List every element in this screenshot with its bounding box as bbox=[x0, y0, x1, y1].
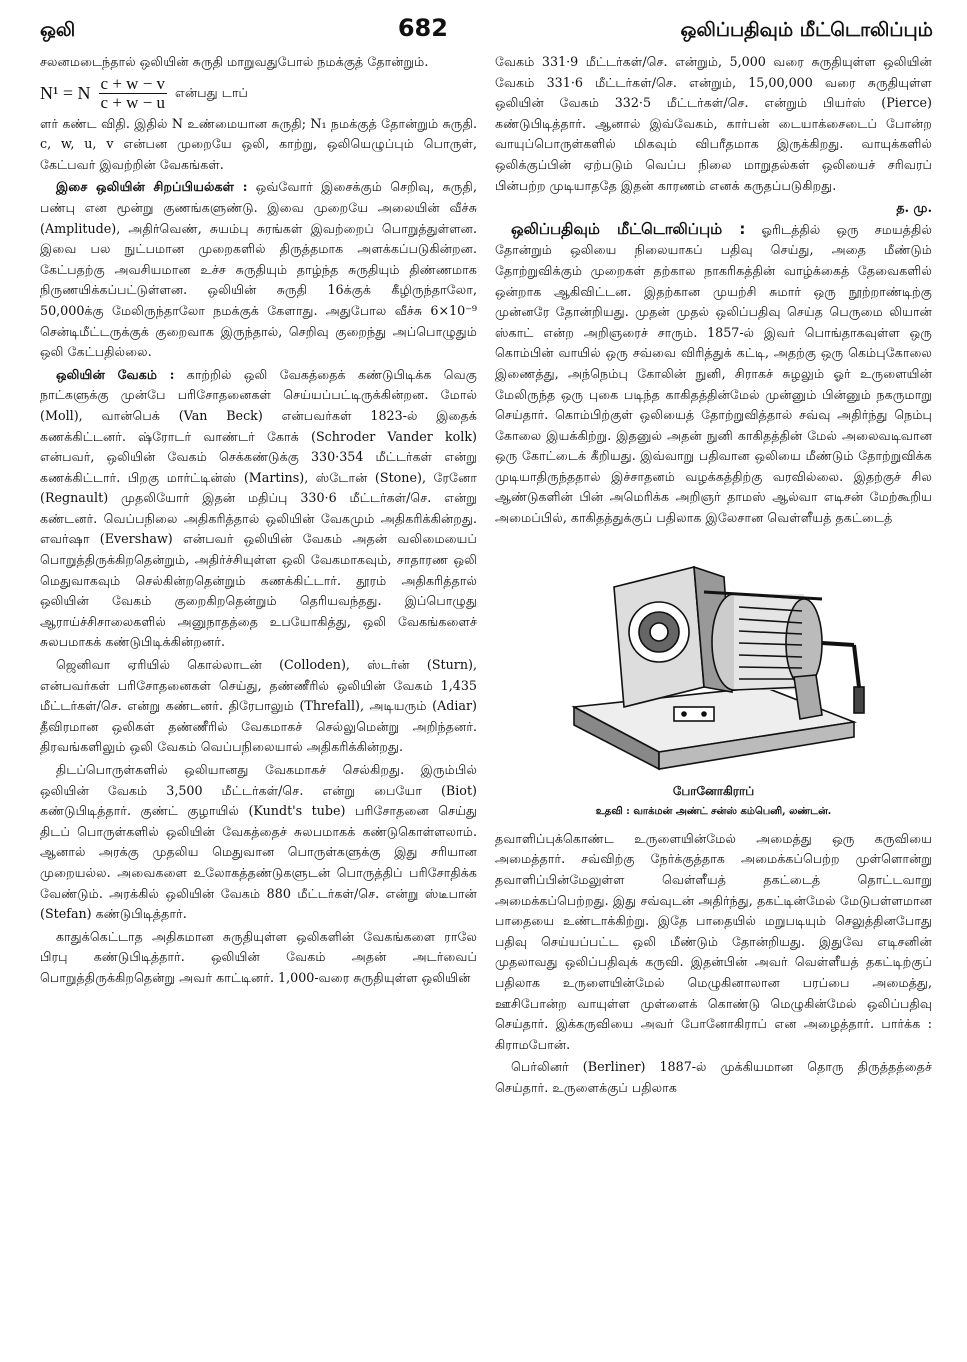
paragraph bbox=[40, 365, 477, 653]
paragraph: சலனமடைந்தால் ஒலியின் சுருதி மாறுவதுபோல் நமக்குத் தோன்றும். bbox=[40, 54, 429, 69]
header-right-title: ஒலிப்பதிவும் மீட்டொலிப்பும் bbox=[680, 19, 933, 41]
paragraph: பெர்லினர் (Berliner) 1887-ல் முக்கியமான தொரு திருத்தத்தைச் செய்தார். உருளைக்குப் பதிலாக bbox=[495, 1059, 932, 1095]
phonograph-figure bbox=[495, 537, 932, 823]
paragraph: ளர் கண்ட விதி. இதில் N உண்மையான சுருதி; N₁ நமக்குத் தோன்றும் சுருதி. c, w, u, v என்பன முறையே ஒலி, காற்று, ஒலியெழுப்பும் பொருள், கேட்பவர் இவற்றின் வேகங்கள். bbox=[40, 115, 477, 172]
paragraph: காதுக்கெட்டாத அதிகமான சுருதியுள்ள ஒலிகளின் வேகங்களை ராலே பிரபு கண்டுபிடித்தார். ஒலியின் வேகம் அதன் அடர்வைப் பொறுத்திருக்கிறதென்று அவர் காட்டினர். 1,000-வரை சுருதியுள்ள ஒலியின் bbox=[40, 928, 477, 985]
page-number: 682 bbox=[397, 14, 448, 42]
paragraph-lead: இசை ஒலியின் சிறப்பியல்கள் : bbox=[56, 179, 248, 195]
figure-credit: உதவி : வாக்மன் அண்ட் சன்ஸ் கம்பெனி, லண்டன். bbox=[595, 806, 832, 818]
phonograph-illustration bbox=[554, 537, 874, 777]
paragraph-lead: ஒலியின் வேகம் : bbox=[56, 366, 175, 382]
paragraph: திடப்பொருள்களில் ஒலியானது வேகமாகச் செல்கிறது. இரும்பில் ஒலியின் வேகம் 3,500 மீட்டர்கள்/செ. என்று பையோ (Biot) கண்டுபிடித்தார். குண்ட் குழாயில் (Kundt's tube) பரிசோதனை செய்து திடப் பொருள்களில் ஒலியின் வேகத்தைச் சுலபமாகக் கண்டுகொள்ளலாம். ஆனால் அரக்கு முதலிய மெதுவான பொருள்களுக்கு இது சரியான முறையல்ல. அவைகளை உலோகத்தண்டுகளுடன் பொருத்திப் பரிசோதிக்க வேண்டும். அரக்கில் ஒலியின் வேகம் 880 மீட்டர்கள்/செ. என்று ஸ்டீபான் (Stefan) கண்டுபிடித்தார். bbox=[40, 762, 477, 922]
paragraph bbox=[40, 177, 477, 362]
formula-lhs: N¹ = N bbox=[40, 82, 91, 103]
formula-denominator: c + w − u bbox=[100, 92, 166, 112]
left-column bbox=[40, 52, 477, 1101]
header-left-title: ஒலி bbox=[40, 19, 76, 41]
paragraph bbox=[495, 219, 932, 529]
formula-after-text: என்பது டாப் bbox=[175, 84, 248, 100]
paragraph-text: காற்றில் ஒலி வேகத்தைக் கண்டுபிடிக்க வெகு நாட்களுக்கு முன்பே பரிசோதனைகள் செய்யப்பட்டிருக்கின்றன. மோல் (Moll), வான்பெக் (Van Beck) என்பவர்கள் 1823-ல் இதைக் கணக்கிட்டனர். ஷ்ரோடர் வாண்டர் கோக் (Schroder Vander kolk) என்பவர், ஒலியின் வேகம் செக்கண்டுக்கு 330·354 மீட்டர்கள் என்று கணக்கிட்டார். பிறகு மார்ட்டின்ஸ் (Martins), ஸ்டோன் (Stone), ரேனோ (Regnault) முதலியோர் இதன் மதிப்பு 330·6 மீட்டர்கள்/செ. என்று கண்டனர். வெப்பநிலை அதிகரித்தால் ஒலியின் வேகமும் அதிகரிக்கின்றது. எவர்ஷா (Evershaw) என்பவர் ஒலியின் வேகம் அதன் வலிமையைப் பொறுத்திருக்கிறதென்றும், அதிர்ச்சியுள்ள ஒலி வேகமாகவும், சாதாரண ஒலி மெதுவாகவும் செல்கின்றதென்றும் கணக்கிட்டார். தூரம் அதிகரித்தால் ஒலியின் வேகம் குறைகிறதென்றும் தெரியவந்தது. இப்பொழுது ஆராய்ச்சிசாலைகளில் அனுநாதத்தை உபயோகித்து, ஒலி வேகங்களைச் சுலபமாகக் கண்டுபிடிக்கின்றனர். bbox=[40, 366, 477, 650]
figure-caption: போனோகிராப் bbox=[672, 783, 755, 798]
paragraph-text: ஓரிடத்தில் ஒரு சமயத்தில் தோன்றும் ஒலியை நிலையாகப் பதிவு செய்து, அதை மீண்டும் தோற்றுவிக்கும் முறைகள் தற்கால நாகரிகத்தின் வாழ்க்கைத் தேவைகளில் ஒன்றாக ஆகிவிட்டன. இதற்கான முயற்சி சுமார் ஒரு நூற்றாண்டிற்கு முன்னரே தோன்றியது. முதன் முதல் ஒலிப்பதிவு செய்த பெருமை லியான் ஸ்காட் என்ற அறிஞரைச் சாரும். 1857-ல் இவர் பொங்தாகவுள்ள ஒரு கொம்பின் வாயில் ஒரு சவ்வை விரித்துக் கட்டி, அதற்கு ஒரு கெம்புகோலை இணைத்து, அந்நெம்பு கோலின் நுனி, சிராகச் சுழலும் ஓர் உருளையின் மேலிருந்த ஒரு புகை படிந்த காகிதத்தின்மேல் முன்னும் பின்னும் நகருமாறு செய்தார். கொம்பிற்குள் ஒலியைத் தோற்றுவித்தால் சவ்வு அதிர்ந்து நெம்பு கோலை இயக்கிற்று. இதனுல் அதன் நுனி காகிதத்தின் மேல் அலைவடிவான ஒரு கோட்டைக் கீறியது. இவ்வாறு பதிவான ஒலியை மீண்டும் தோற்றுவிக்க முடியாதிருந்ததால் இச்சாதனம் வழக்கத்திற்கு வரவில்லை. இதற்குச் சில ஆண்டுகளின் பின் அமெரிக்க அறிஞர் தாமஸ் ஆல்வா எடிசன் மேற்கூறிய அமைப்பில், காகிதத்துக்குப் பதிலாக இலேசான வெள்ளீயத் தகட்டைத் bbox=[495, 221, 932, 526]
paragraph: தவாளிப்புக்கொண்ட உருளையின்மேல் அமைத்து ஒரு கருவியை அமைத்தார். சவ்விற்கு நேர்க்குத்தாக அமைக்கப்பெற்ற முள்ளொன்று தவாளிப்பின்மேலுள்ள வெள்ளீயத் தகட்டைத் தொட்டவாறு அமைக்கப்பெற்றது. இது சவ்வுடன் அதிர்ந்து, தகட்டின்மேல் மேடுபள்ளமான பாதையை உண்டாக்கிற்று. இதே பாதையில் மறுபடியும் செலுத்தினபோது பதிவு செய்யப்பட்ட ஒலி மீண்டும் தோன்றியது. இதுவே எடிசனின் முதலாவது ஒலிப்பதிவுக் கருவி. இதன்பின் அவர் வெள்ளீயத் தகட்டிற்குப் பதிலாக உருளையின்மேல் மெழுகினாலான பரப்பை அமைத்து, ஊசிபோன்ற வாயுள்ள முள்ளைக் கொண்டு மெழுகின்மேல் ஒலிப்பதிவு செய்தார். இக்கருவியை அவர் போனோகிராப் என அழைத்தார். பார்க்க : கிராமபோன். bbox=[495, 830, 932, 1052]
formula-numerator: c + w − v bbox=[100, 73, 166, 93]
right-column bbox=[495, 52, 932, 1101]
paragraph: வேகம் 331·9 மீட்டர்கள்/செ. என்றும், 5,000 வரை சுருதியுள்ள ஒலியின் வேகம் 331·6 மீட்டர்கள்/செ. என்றும், 15,00,000 வரை சுருதியுள்ள ஒலியின் வேகம் 332·5 மீட்டர்கள்/செ. என்றும் பியர்ஸ் (Pierce) கண்டுபிடித்தார். ஆனால் இவ்வேகம், கார்பன் டையாக்சைடைப் போன்ற வாயுப்பொருள்களில் மிகவும் விபரீதமாக இருக்கிறது. வாயுக்களில் ஒலிக்குப்பின் ஏற்படும் வெப்ப நிலை மாறுதல்கள் ஒலியைச் சரிவரப் பின்பற்ற முடியாததே இதன் காரணம் எனக் கருதப்படுகிறது. bbox=[495, 54, 932, 193]
section-heading: ஒலிப்பதிவும் மீட்டொலிப்பும் : bbox=[511, 219, 746, 238]
page-header bbox=[40, 14, 933, 50]
paragraph-text: ஒவ்வோர் இசைக்கும் செறிவு, சுருதி, பண்பு என மூன்று குணங்களுண்டு. இவை முறையே அலையின் வீச்சு (Amplitude), அதிர்வெண், சுயம்பு சுரங்கள் இவற்றைப் பொறுத்துள்ளன. இவை பல நுட்பமான முறைகளில் திருத்தமாக அளக்கப்படுகின்றன. கேட்பதற்கு அவசியமான உச்ச சுருதியும் தாழ்ந்த சுருதியும் திண்ணமாக நிருணயிக்கப்பட்டுள்ளன. ஒலியின் சுருதி 16க்குக் கீழிருந்தாலோ, 50,000க்கு மேலிருந்தாலோ நமக்குக் கேளாது. அதுபோல வீச்சு 6×10⁻⁹ சென்டிமீட்டருக்குக் குறைவாக இருந்தால், செறிவு குறைந்து அப்பொழுதும் ஒலி கேட்பதில்லை. bbox=[40, 179, 477, 360]
author-initials: த. மு. bbox=[896, 200, 932, 216]
doppler-formula bbox=[40, 75, 477, 112]
paragraph: ஜெனிவா ஏரியில் கொல்லாடன் (Colloden), ஸ்டர்ன் (Sturn), என்பவர்கள் பரிசோதனைகள் செய்து, தண்ணீரில் ஒலியின் வேகம் 1,435 மீட்டர்கள்/செ. என்று கண்டனர். திரேபாலும் (Threfall), அடியரும் (Adiar) தீவிரமான ஒலிகள் தண்ணீரில் வேகமாகச் செல்லுமென்று அறிந்தனர். திரவங்களிலும் ஒலி வேகம் வெப்பநிலையால் அதிகரிக்கின்றது. bbox=[40, 657, 477, 755]
formula-fraction bbox=[99, 75, 168, 112]
columns bbox=[40, 52, 933, 1101]
